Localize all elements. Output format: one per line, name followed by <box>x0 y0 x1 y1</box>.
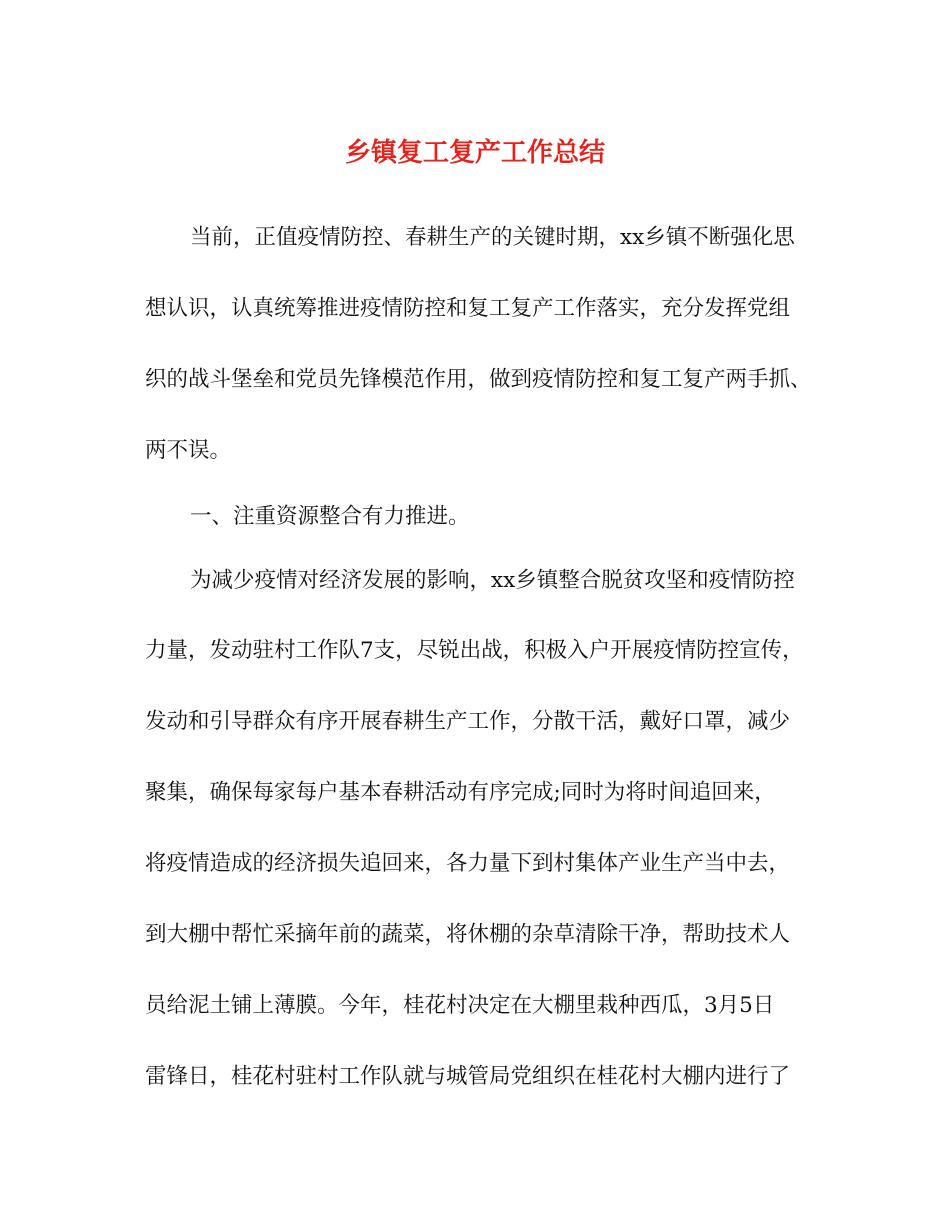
paragraph-2-line-2: 力量，发动驻村工作队7支，尽锐出战，积极入户开展疫情防控宣传， <box>145 638 804 663</box>
paragraph-1-line-1: 当前，正值疫情防控、春耕生产的关键时期，xx乡镇不断强化思 <box>190 225 795 250</box>
paragraph-2-line-7: 员给泥土铺上薄膜。今年，桂花村决定在大棚里栽种西瓜，3月5日 <box>145 993 775 1018</box>
paragraph-2-line-5: 将疫情造成的经济损失追回来，各力量下到村集体产业生产当中去， <box>145 851 791 876</box>
paragraph-1-line-3: 织的战斗堡垒和党员先锋模范作用，做到疫情防控和复工复产两手抓、 <box>145 367 812 392</box>
paragraph-2-line-4: 聚集，确保每家每户基本春耕活动有序完成;同时为将时间追回来， <box>145 780 776 805</box>
paragraph-2-line-1: 为减少疫情对经济发展的影响，xx乡镇整合脱贫攻坚和疫情防控 <box>190 568 795 593</box>
paragraph-1-line-2: 想认识，认真统筹推进疫情防控和复工复产工作落实，充分发挥党组 <box>145 296 791 321</box>
paragraph-2-line-8: 雷锋日，桂花村驻村工作队就与城管局党组织在桂花村大棚内进行了 <box>145 1064 791 1089</box>
paragraph-1-line-4: 两不误。 <box>145 438 232 463</box>
document-title: 乡镇复工复产工作总结 <box>344 138 605 168</box>
section-heading-1: 一、注重资源整合有力推进。 <box>190 504 470 529</box>
paragraph-2-line-6: 到大棚中帮忙采摘年前的蔬菜，将休棚的杂草清除干净，帮助技术人 <box>145 922 791 947</box>
paragraph-2-line-3: 发动和引导群众有序开展春耕生产工作，分散干活，戴好口罩，减少 <box>145 709 791 734</box>
